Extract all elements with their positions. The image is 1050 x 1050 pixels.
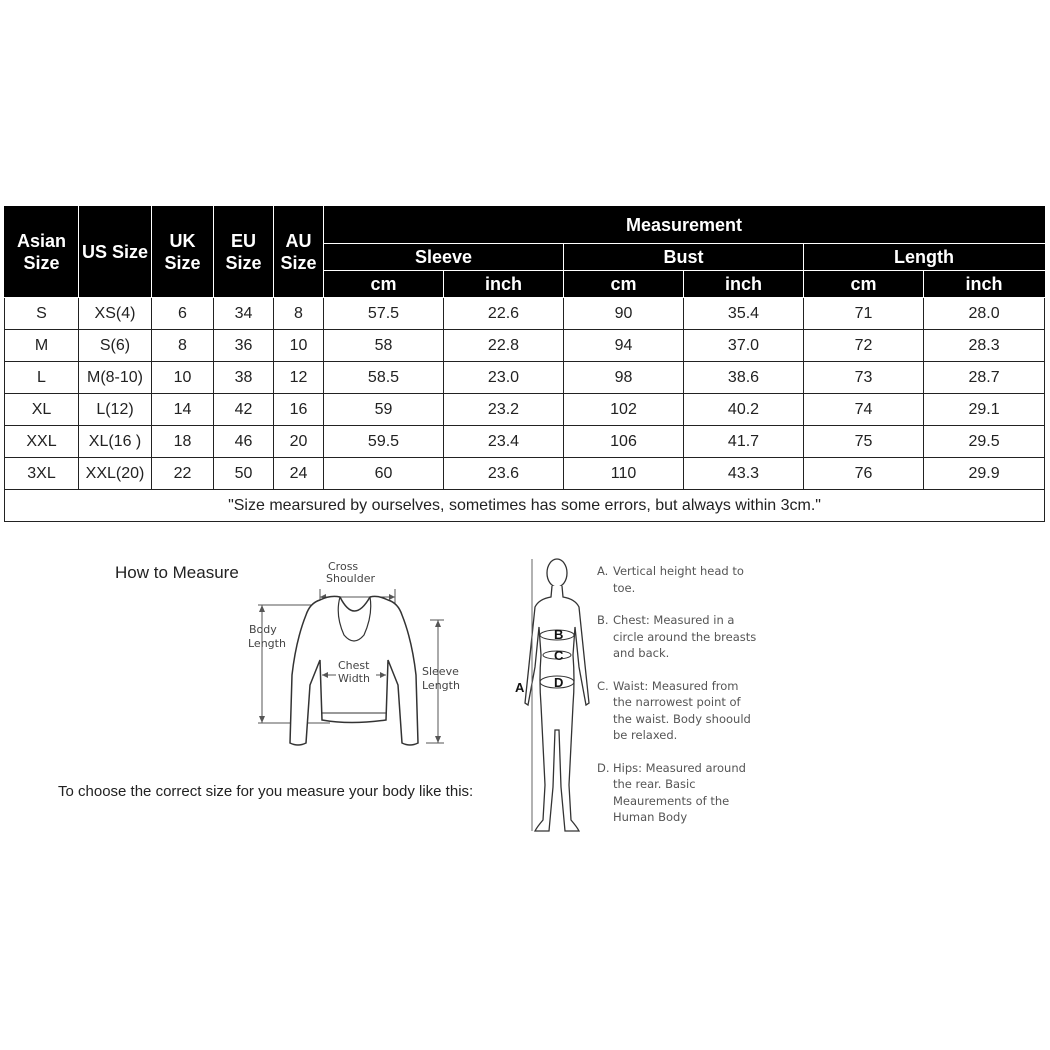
note-c xyxy=(597,678,757,744)
table-cell: 74 xyxy=(804,394,924,426)
body-outline xyxy=(525,586,589,831)
table-cell: 38.6 xyxy=(684,362,804,394)
table-cell: 23.2 xyxy=(444,394,564,426)
chest-width-label-2: Width xyxy=(338,672,370,685)
table-cell: XL xyxy=(5,394,79,426)
table-cell: 12 xyxy=(274,362,324,394)
cross-shoulder-label-1: Cross xyxy=(328,560,359,573)
table-cell: 57.5 xyxy=(324,298,444,330)
table-cell: L(12) xyxy=(79,394,152,426)
table-cell: 29.1 xyxy=(924,394,1045,426)
table-cell: 40.2 xyxy=(684,394,804,426)
table-cell: 75 xyxy=(804,426,924,458)
header-measurement: Measurement xyxy=(324,207,1045,244)
body-head xyxy=(547,559,567,587)
table-cell: 8 xyxy=(274,298,324,330)
body-length-label-1: Body xyxy=(249,623,277,636)
table-cell: 37.0 xyxy=(684,330,804,362)
table-cell: 22.6 xyxy=(444,298,564,330)
arrowhead-icon xyxy=(259,716,265,723)
table-cell: 34 xyxy=(214,298,274,330)
letter-c: C xyxy=(554,648,564,663)
sleeve-length-label-2: Length xyxy=(422,679,460,692)
header-length-cm: cm xyxy=(804,271,924,298)
table-cell: 18 xyxy=(152,426,214,458)
note-text: Hips: Measured around the rear. Basic Meaurements of the Human Body xyxy=(613,760,746,824)
table-cell: 38 xyxy=(214,362,274,394)
table-cell: 16 xyxy=(274,394,324,426)
header-asian-size: Asian Size xyxy=(5,207,79,298)
note-key: D. xyxy=(597,760,610,775)
table-cell: 10 xyxy=(152,362,214,394)
chest-width-label-1: Chest xyxy=(338,659,370,672)
table-cell: XXL(20) xyxy=(79,458,152,490)
note-b xyxy=(597,612,757,662)
table-cell: L xyxy=(5,362,79,394)
note-key: B. xyxy=(597,613,609,627)
header-bust-cm: cm xyxy=(564,271,684,298)
arrowhead-icon xyxy=(259,605,265,612)
note-text: Waist: Measured from the narrowest point of the waist. Body shoould be relaxed. xyxy=(613,678,751,742)
table-cell: 71 xyxy=(804,298,924,330)
header-au-size: AU Size xyxy=(274,207,324,298)
body-length-label-2: Length xyxy=(248,637,286,650)
note-a xyxy=(597,563,757,596)
table-cell: 23.6 xyxy=(444,458,564,490)
table-cell: 23.0 xyxy=(444,362,564,394)
table-cell: XXL xyxy=(5,426,79,458)
table-body xyxy=(5,298,1045,490)
header-sleeve-cm: cm xyxy=(324,271,444,298)
shirt-measure-diagram xyxy=(240,555,470,755)
table-cell: M(8-10) xyxy=(79,362,152,394)
header-length: Length xyxy=(804,244,1045,271)
table-cell: 106 xyxy=(564,426,684,458)
table-cell: 10 xyxy=(274,330,324,362)
table-row xyxy=(5,394,1045,426)
how-to-measure-label: How to Measure xyxy=(115,563,239,582)
table-cell: 22 xyxy=(152,458,214,490)
header-sleeve-inch: inch xyxy=(444,271,564,298)
sleeve-length-label-1: Sleeve xyxy=(422,665,459,678)
table-row xyxy=(5,362,1045,394)
table-cell: 42 xyxy=(214,394,274,426)
table-cell: 22.8 xyxy=(444,330,564,362)
cross-shoulder-label-2: Shoulder xyxy=(326,572,375,585)
table-cell: 50 xyxy=(214,458,274,490)
letter-d: D xyxy=(554,675,564,690)
letter-a: A xyxy=(515,680,525,695)
note-d xyxy=(597,760,757,826)
table-cell: 73 xyxy=(804,362,924,394)
table-cell: 110 xyxy=(564,458,684,490)
table-cell: 14 xyxy=(152,394,214,426)
table-cell: XL(16 ) xyxy=(79,426,152,458)
table-cell: 3XL xyxy=(5,458,79,490)
arrowhead-icon xyxy=(389,594,395,600)
header-sleeve: Sleeve xyxy=(324,244,564,271)
table-cell: S(6) xyxy=(79,330,152,362)
header-us-size: US Size xyxy=(79,207,152,298)
table-cell: 59.5 xyxy=(324,426,444,458)
header-bust-inch: inch xyxy=(684,271,804,298)
size-chart-table xyxy=(4,206,1045,522)
table-cell: S xyxy=(5,298,79,330)
table-row xyxy=(5,298,1045,330)
table-cell: XS(4) xyxy=(79,298,152,330)
measurement-notes xyxy=(597,563,757,842)
arrowhead-icon xyxy=(435,736,441,743)
table-cell: 29.9 xyxy=(924,458,1045,490)
table-cell: 41.7 xyxy=(684,426,804,458)
table-cell: 35.4 xyxy=(684,298,804,330)
table-cell: 72 xyxy=(804,330,924,362)
table-cell: 46 xyxy=(214,426,274,458)
note-key: C. xyxy=(597,678,609,693)
table-row xyxy=(5,426,1045,458)
table-cell: 98 xyxy=(564,362,684,394)
table-cell: 90 xyxy=(564,298,684,330)
header-uk-size: UK Size xyxy=(152,207,214,298)
table-row xyxy=(5,330,1045,362)
table-cell: 102 xyxy=(564,394,684,426)
letter-b: B xyxy=(554,627,564,642)
table-cell: 76 xyxy=(804,458,924,490)
table-cell: 43.3 xyxy=(684,458,804,490)
table-row xyxy=(5,458,1045,490)
table-cell: 24 xyxy=(274,458,324,490)
note-text: Vertical height head to toe. xyxy=(613,564,744,595)
table-cell: 28.7 xyxy=(924,362,1045,394)
table-cell: 58.5 xyxy=(324,362,444,394)
header-length-inch: inch xyxy=(924,271,1045,298)
table-cell: 20 xyxy=(274,426,324,458)
table-cell: 28.0 xyxy=(924,298,1045,330)
arrowhead-icon xyxy=(435,620,441,627)
table-cell: 60 xyxy=(324,458,444,490)
note-key: A. xyxy=(597,564,609,578)
table-cell: 8 xyxy=(152,330,214,362)
table-cell: 59 xyxy=(324,394,444,426)
table-cell: 28.3 xyxy=(924,330,1045,362)
table-cell: M xyxy=(5,330,79,362)
body-measure-diagram xyxy=(505,555,595,840)
note-text: Chest: Measured in a circle around the breasts and back. xyxy=(613,613,757,660)
table-footnote: "Size mearsured by ourselves, sometimes has some errors, but always within 3cm." xyxy=(5,490,1045,522)
header-eu-size: EU Size xyxy=(214,207,274,298)
choose-size-instruction: To choose the correct size for you measure your body like this: xyxy=(58,783,474,800)
header-bust: Bust xyxy=(564,244,804,271)
table-cell: 94 xyxy=(564,330,684,362)
table-cell: 29.5 xyxy=(924,426,1045,458)
table-cell: 58 xyxy=(324,330,444,362)
table-cell: 6 xyxy=(152,298,214,330)
table-cell: 23.4 xyxy=(444,426,564,458)
table-cell: 36 xyxy=(214,330,274,362)
